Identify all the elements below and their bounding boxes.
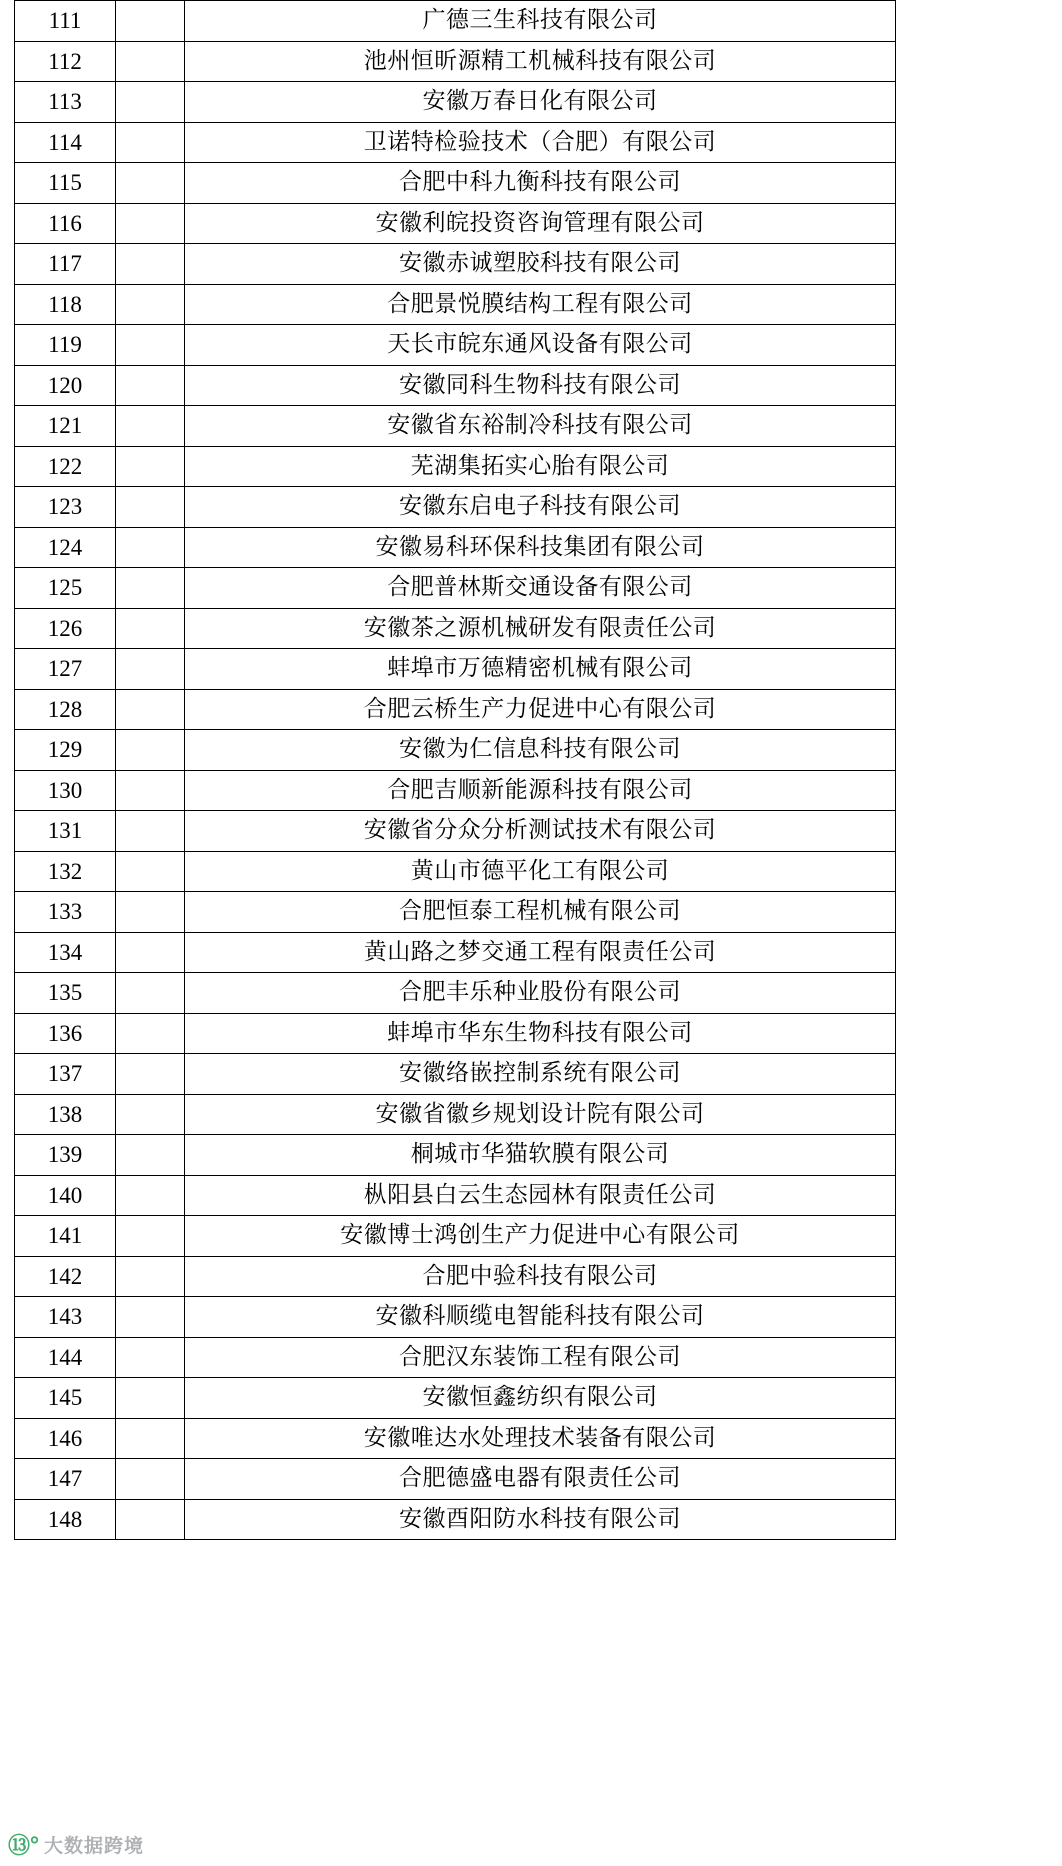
table-row <box>15 1418 896 1459</box>
table-row <box>15 41 896 82</box>
company-name: 桐城市华猫软膜有限公司 <box>185 1135 896 1176</box>
company-name: 蚌埠市万德精密机械有限公司 <box>185 649 896 690</box>
company-name: 黄山路之梦交通工程有限责任公司 <box>185 932 896 973</box>
row-index: 130 <box>15 770 116 811</box>
row-index: 125 <box>15 568 116 609</box>
row-index: 136 <box>15 1013 116 1054</box>
company-name: 黄山市德平化工有限公司 <box>185 851 896 892</box>
row-index: 147 <box>15 1459 116 1500</box>
table-row <box>15 1 896 42</box>
row-index: 139 <box>15 1135 116 1176</box>
table-row <box>15 1459 896 1500</box>
company-name: 合肥吉顺新能源科技有限公司 <box>185 770 896 811</box>
row-spacer <box>116 365 185 406</box>
row-index: 140 <box>15 1175 116 1216</box>
row-spacer <box>116 1256 185 1297</box>
row-spacer <box>116 932 185 973</box>
table-row <box>15 973 896 1014</box>
row-spacer <box>116 284 185 325</box>
row-index: 137 <box>15 1054 116 1095</box>
row-spacer <box>116 1 185 42</box>
table-row <box>15 527 896 568</box>
company-name: 合肥德盛电器有限责任公司 <box>185 1459 896 1500</box>
table-row <box>15 730 896 771</box>
company-name: 枞阳县白云生态园林有限责任公司 <box>185 1175 896 1216</box>
row-index: 122 <box>15 446 116 487</box>
company-name: 广德三生科技有限公司 <box>185 1 896 42</box>
row-index: 118 <box>15 284 116 325</box>
row-index: 142 <box>15 1256 116 1297</box>
company-name: 安徽为仁信息科技有限公司 <box>185 730 896 771</box>
row-index: 138 <box>15 1094 116 1135</box>
company-name: 安徽省徽乡规划设计院有限公司 <box>185 1094 896 1135</box>
row-index: 112 <box>15 41 116 82</box>
table-row <box>15 1135 896 1176</box>
company-name: 安徽同科生物科技有限公司 <box>185 365 896 406</box>
company-name: 合肥景悦膜结构工程有限公司 <box>185 284 896 325</box>
watermark-label: 大数据跨境 <box>44 1835 145 1857</box>
row-index: 120 <box>15 365 116 406</box>
row-index: 126 <box>15 608 116 649</box>
row-spacer <box>116 1094 185 1135</box>
table-row <box>15 608 896 649</box>
row-spacer <box>116 41 185 82</box>
table-row <box>15 1297 896 1338</box>
row-spacer <box>116 1054 185 1095</box>
row-spacer <box>116 1297 185 1338</box>
row-index: 127 <box>15 649 116 690</box>
table-row <box>15 446 896 487</box>
company-name: 池州恒昕源精工机械科技有限公司 <box>185 41 896 82</box>
table-row <box>15 811 896 852</box>
table-row <box>15 365 896 406</box>
company-name: 合肥云桥生产力促进中心有限公司 <box>185 689 896 730</box>
company-name: 安徽万春日化有限公司 <box>185 82 896 123</box>
row-spacer <box>116 406 185 447</box>
row-index: 134 <box>15 932 116 973</box>
row-index: 113 <box>15 82 116 123</box>
row-index: 111 <box>15 1 116 42</box>
company-name: 安徽博士鸿创生产力促进中心有限公司 <box>185 1216 896 1257</box>
company-name: 蚌埠市华东生物科技有限公司 <box>185 1013 896 1054</box>
company-name: 芜湖集拓实心胎有限公司 <box>185 446 896 487</box>
company-name: 安徽茶之源机械研发有限责任公司 <box>185 608 896 649</box>
company-name: 合肥丰乐种业股份有限公司 <box>185 973 896 1014</box>
company-name: 安徽省分众分析测试技术有限公司 <box>185 811 896 852</box>
table-row <box>15 1216 896 1257</box>
row-spacer <box>116 244 185 285</box>
row-spacer <box>116 770 185 811</box>
company-name: 安徽易科环保科技集团有限公司 <box>185 527 896 568</box>
company-name: 合肥普林斯交通设备有限公司 <box>185 568 896 609</box>
company-name: 安徽唯达水处理技术装备有限公司 <box>185 1418 896 1459</box>
row-spacer <box>116 527 185 568</box>
table-row <box>15 851 896 892</box>
row-spacer <box>116 163 185 204</box>
row-spacer <box>116 203 185 244</box>
row-spacer <box>116 608 185 649</box>
row-index: 143 <box>15 1297 116 1338</box>
table-row <box>15 325 896 366</box>
table-row <box>15 487 896 528</box>
table-body <box>15 1 896 1540</box>
row-spacer <box>116 730 185 771</box>
row-index: 119 <box>15 325 116 366</box>
company-name: 安徽利皖投资咨询管理有限公司 <box>185 203 896 244</box>
company-name: 安徽恒鑫纺织有限公司 <box>185 1378 896 1419</box>
row-spacer <box>116 1135 185 1176</box>
row-index: 141 <box>15 1216 116 1257</box>
row-index: 131 <box>15 811 116 852</box>
table-row <box>15 163 896 204</box>
table-row <box>15 1499 896 1540</box>
row-index: 121 <box>15 406 116 447</box>
table-row <box>15 1256 896 1297</box>
row-index: 115 <box>15 163 116 204</box>
row-index: 117 <box>15 244 116 285</box>
table-row <box>15 203 896 244</box>
row-spacer <box>116 1499 185 1540</box>
row-spacer <box>116 568 185 609</box>
company-name: 合肥汉东装饰工程有限公司 <box>185 1337 896 1378</box>
row-index: 129 <box>15 730 116 771</box>
table-row <box>15 122 896 163</box>
row-index: 135 <box>15 973 116 1014</box>
row-spacer <box>116 446 185 487</box>
row-spacer <box>116 851 185 892</box>
table-row <box>15 568 896 609</box>
row-index: 116 <box>15 203 116 244</box>
company-name: 安徽省东裕制冷科技有限公司 <box>185 406 896 447</box>
table-row <box>15 1378 896 1419</box>
row-index: 146 <box>15 1418 116 1459</box>
table-row <box>15 244 896 285</box>
row-spacer <box>116 811 185 852</box>
row-spacer <box>116 1013 185 1054</box>
table-row <box>15 892 896 933</box>
row-spacer <box>116 689 185 730</box>
company-name: 合肥中验科技有限公司 <box>185 1256 896 1297</box>
company-name: 安徽赤诚塑胶科技有限公司 <box>185 244 896 285</box>
company-name: 天长市皖东通风设备有限公司 <box>185 325 896 366</box>
table-row <box>15 406 896 447</box>
company-name: 合肥恒泰工程机械有限公司 <box>185 892 896 933</box>
row-spacer <box>116 487 185 528</box>
row-spacer <box>116 122 185 163</box>
company-name: 安徽科顺缆电智能科技有限公司 <box>185 1297 896 1338</box>
row-index: 123 <box>15 487 116 528</box>
row-spacer <box>116 1418 185 1459</box>
table-row <box>15 689 896 730</box>
row-spacer <box>116 1216 185 1257</box>
row-index: 114 <box>15 122 116 163</box>
row-index: 133 <box>15 892 116 933</box>
row-spacer <box>116 973 185 1014</box>
row-spacer <box>116 82 185 123</box>
company-name: 安徽东启电子科技有限公司 <box>185 487 896 528</box>
table-row <box>15 1054 896 1095</box>
row-spacer <box>116 892 185 933</box>
table-row <box>15 82 896 123</box>
table-row <box>15 1175 896 1216</box>
table-row <box>15 770 896 811</box>
table-row <box>15 1013 896 1054</box>
row-index: 144 <box>15 1337 116 1378</box>
table-row <box>15 649 896 690</box>
company-name: 卫诺特检验技术（合肥）有限公司 <box>185 122 896 163</box>
row-index: 132 <box>15 851 116 892</box>
row-index: 148 <box>15 1499 116 1540</box>
company-name: 安徽络嵌控制系统有限公司 <box>185 1054 896 1095</box>
watermark-logo-icon: ⑬° <box>8 1834 40 1859</box>
company-list-table <box>14 0 896 1540</box>
table-row <box>15 932 896 973</box>
table-row <box>15 284 896 325</box>
company-name: 安徽酉阳防水科技有限公司 <box>185 1499 896 1540</box>
table-row <box>15 1094 896 1135</box>
row-index: 128 <box>15 689 116 730</box>
row-spacer <box>116 325 185 366</box>
row-spacer <box>116 1175 185 1216</box>
row-spacer <box>116 649 185 690</box>
company-name: 合肥中科九衡科技有限公司 <box>185 163 896 204</box>
table-row <box>15 1337 896 1378</box>
watermark <box>8 1829 144 1860</box>
row-spacer <box>116 1378 185 1419</box>
row-spacer <box>116 1337 185 1378</box>
row-index: 145 <box>15 1378 116 1419</box>
row-spacer <box>116 1459 185 1500</box>
row-index: 124 <box>15 527 116 568</box>
